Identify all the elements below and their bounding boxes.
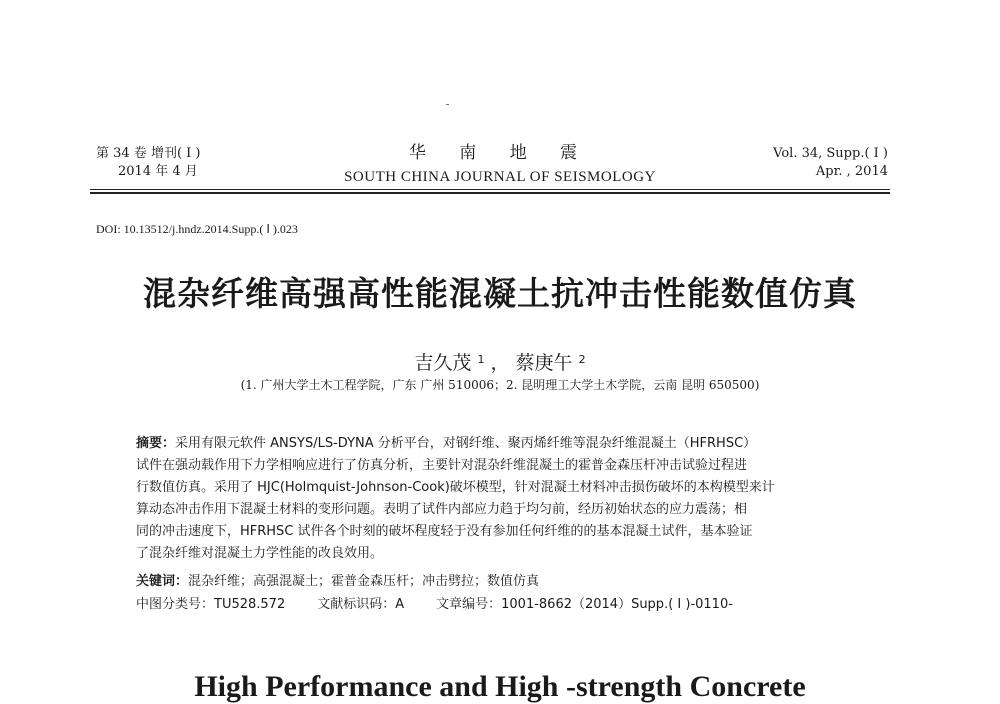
keywords-text: 混杂纤维；高强混凝土；霍普金森压杆；冲击劈拉；数值仿真: [188, 574, 540, 589]
keywords: [136, 570, 539, 589]
article-number: 文章编号：1001-8662（2014）Supp.( Ⅰ )-0110-: [436, 597, 733, 612]
classification-line: [136, 593, 733, 612]
author-affiliation-mark: 1: [477, 353, 485, 366]
abstract-line: 算动态冲击作用下混凝土材料的变形问题。表明了试件内部应力趋于均匀前，经历初始状态的应力震荡；相: [136, 502, 748, 517]
author-name: 蔡庚午: [515, 352, 573, 374]
author-separator: ，: [490, 352, 510, 374]
abstract-label: 摘要：: [136, 436, 176, 451]
journal-name-en: SOUTH CHINA JOURNAL OF SEISMOLOGY: [344, 169, 656, 185]
scan-speck: [446, 104, 449, 105]
authors: [0, 348, 1000, 375]
paper-title-en: High Performance and High -strength Concrete: [194, 670, 806, 703]
abstract-line: 试件在强动载作用下力学相响应进行了仿真分析，主要针对混杂纤维混凝土的霍普金森压杆冲击试验过程进: [136, 458, 748, 473]
volume-issue-en: Vol. 34, Supp.( Ⅰ ): [773, 146, 888, 161]
publication-date-en: Apr. , 2014: [815, 164, 888, 179]
header-rule-thick: [90, 192, 890, 194]
affiliations: (1. 广州大学土木工程学院，广东 广州 510006；2. 昆明理工大学土木学院，云南 昆明 650500): [240, 378, 760, 392]
abstract-text: 采用有限元软件 ANSYS/LS-DYNA 分析平台，对钢纤维、聚丙烯纤维等混杂纤维混凝土（HFRHSC）: [175, 436, 757, 451]
doi: DOI: 10.13512/j.hndz.2014.Supp.( Ⅰ ).023: [96, 222, 298, 236]
abstract-line: 行数值仿真。采用了 HJC(Holmquist-Johnson-Cook)破坏模型，针对混凝土材料冲击损伤破坏的本构模型来计: [136, 480, 775, 495]
abstract-line: 同的冲击速度下，HFRHSC 试件各个时刻的破坏程度轻于没有参加任何纤维的的基本混凝土试件，基本验证: [136, 524, 753, 539]
author-affiliation-mark: 2: [578, 353, 586, 366]
keywords-label: 关键词：: [136, 574, 189, 589]
publication-date-cn: 2014 年 4 月: [118, 164, 198, 179]
abstract-line: [136, 433, 846, 455]
clc-number: 中图分类号：TU528.572: [136, 597, 286, 612]
document-code: 文献标识码：A: [317, 597, 405, 612]
volume-issue: 第 34 卷 增刊( Ⅰ ): [96, 146, 201, 161]
volume-info-en: [773, 145, 888, 181]
header-rule-thin: [90, 189, 890, 190]
journal-name-cn: 华 南 地 震: [408, 143, 592, 163]
paper-title-cn: 混杂纤维高强高性能混凝土抗冲击性能数值仿真: [143, 274, 857, 313]
author-name: 吉久茂: [414, 352, 472, 374]
abstract: [136, 433, 846, 565]
abstract-line: 了混杂纤维对混凝土力学性能的改良效用。: [136, 546, 384, 561]
